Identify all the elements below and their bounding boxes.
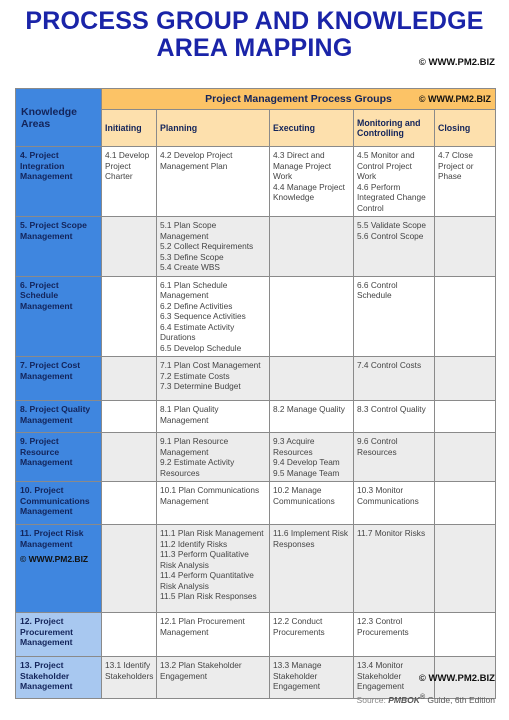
table-cell: 7.4 Control Costs (354, 357, 435, 401)
knowledge-area-label: 6. Project Schedule Management (16, 276, 102, 357)
table-cell: 12.3 Control Procurements (354, 613, 435, 657)
table-cell: 9.1 Plan Resource Management 9.2 Estimate Activity Resources (157, 433, 270, 482)
table-cell: 4.2 Develop Project Management Plan (157, 147, 270, 217)
table-cell: 9.6 Control Resources (354, 433, 435, 482)
column-header-executing: Executing (270, 110, 354, 147)
table-cell (435, 433, 496, 482)
source-book: PMBOK® (388, 693, 426, 705)
table-cell (435, 217, 496, 277)
mapping-table (15, 88, 496, 699)
table-cell: 12.2 Conduct Procurements (270, 613, 354, 657)
process-groups-header (102, 89, 496, 110)
knowledge-area-label: 8. Project Quality Management (16, 401, 102, 433)
table-cell (435, 401, 496, 433)
table-cell (270, 357, 354, 401)
title-line-1: PROCESS GROUP AND KNOWLEDGE (25, 7, 484, 35)
knowledge-areas-header: Knowledge Areas (16, 89, 102, 147)
column-header-closing: Closing (435, 110, 496, 147)
table-cell: 13.4 Monitor Stakeholder Engagement (354, 657, 435, 699)
column-header-initiating: Initiating (102, 110, 157, 147)
table-cell: 5.5 Validate Scope 5.6 Control Scope (354, 217, 435, 277)
table-cell: 5.1 Plan Scope Management 5.2 Collect Requirements 5.3 Define Scope 5.4 Create WBS (157, 217, 270, 277)
table-cell: 6.1 Plan Schedule Management 6.2 Define Activities 6.3 Sequence Activities 6.4 Estimate Activity Durations 6.5 Develop Schedule (157, 276, 270, 357)
source-prefix: Source: (356, 694, 389, 705)
table-row (16, 525, 496, 613)
table-cell: 6.6 Control Schedule (354, 276, 435, 357)
knowledge-area-label: 5. Project Scope Management (16, 217, 102, 277)
table-cell: 13.3 Manage Stakeholder Engagement (270, 657, 354, 699)
table-cell: 8.2 Manage Quality (270, 401, 354, 433)
table-row (16, 482, 496, 525)
knowledge-area-label: 4. Project Integration Management (16, 147, 102, 217)
table-row (16, 433, 496, 482)
table-cell: 4.7 Close Project or Phase (435, 147, 496, 217)
page-title (0, 8, 509, 62)
table-cell (435, 482, 496, 525)
table-row (16, 357, 496, 401)
knowledge-area-label: 11. Project Risk Management (20, 528, 84, 549)
table-cell (435, 613, 496, 657)
table-cell: 8.1 Plan Quality Management (157, 401, 270, 433)
watermark-header: © WWW.PM2.BIZ (418, 94, 491, 104)
table-cell (102, 357, 157, 401)
table-cell: 7.1 Plan Cost Management 7.2 Estimate Costs 7.3 Determine Budget (157, 357, 270, 401)
table-row (16, 217, 496, 277)
table-cell: 13.1 Identify Stakeholders (102, 657, 157, 699)
table-cell (102, 401, 157, 433)
watermark-bottom: © WWW.PM2.BIZ (418, 673, 495, 684)
table-cell: 11.1 Plan Risk Management 11.2 Identify Risks 11.3 Perform Qualitative Risk Analysis 11.4 Perform Quantitative Risk Analysis 11.5 Plan Risk Responses (157, 525, 270, 613)
table-cell (102, 433, 157, 482)
watermark-top: © WWW.PM2.BIZ (418, 57, 495, 68)
watermark-risk: © WWW.PM2.BIZ (20, 554, 89, 564)
table-cell: 8.3 Control Quality (354, 401, 435, 433)
table-cell: 4.1 Develop Project Charter (102, 147, 157, 217)
table-cell: 13.2 Plan Stakeholder Engagement (157, 657, 270, 699)
knowledge-area-label: 7. Project Cost Management (16, 357, 102, 401)
table-cell: 10.1 Plan Communications Management (157, 482, 270, 525)
source-suffix: Guide, 6th Edition (425, 694, 495, 705)
table-cell (102, 276, 157, 357)
knowledge-area-label: 13. Project Stakeholder Management (16, 657, 102, 699)
table-row (16, 401, 496, 433)
table-cell: 10.3 Monitor Communications (354, 482, 435, 525)
knowledge-area-label: 10. Project Communications Management (16, 482, 102, 525)
column-header-monitoring: Monitoring and Controlling (354, 110, 435, 147)
table-cell: 4.5 Monitor and Control Project Work 4.6 Perform Integrated Change Control (354, 147, 435, 217)
table-cell: 12.1 Plan Procurement Management (157, 613, 270, 657)
process-groups-label: Project Management Process Groups (205, 92, 392, 105)
table-cell (102, 482, 157, 525)
table-cell (270, 276, 354, 357)
table-cell: 11.6 Implement Risk Responses (270, 525, 354, 613)
table-cell: 10.2 Manage Communications (270, 482, 354, 525)
column-header-planning: Planning (157, 110, 270, 147)
table-cell (102, 613, 157, 657)
table-cell: 11.7 Monitor Risks (354, 525, 435, 613)
table-row (16, 147, 496, 217)
table-cell (435, 357, 496, 401)
knowledge-area-cell (16, 525, 102, 613)
table-cell: 9.3 Acquire Resources 9.4 Develop Team 9.5 Manage Team (270, 433, 354, 482)
table-cell (102, 217, 157, 277)
table-cell (102, 525, 157, 613)
table-cell (435, 525, 496, 613)
source-note (357, 693, 495, 705)
table-row (16, 276, 496, 357)
knowledge-area-label: 9. Project Resource Management (16, 433, 102, 482)
table-cell (270, 217, 354, 277)
knowledge-area-label: 12. Project Procurement Management (16, 613, 102, 657)
table-row (16, 613, 496, 657)
title-line-2: AREA MAPPING (156, 34, 353, 62)
table-cell: 4.3 Direct and Manage Project Work 4.4 Manage Project Knowledge (270, 147, 354, 217)
table-cell (435, 276, 496, 357)
